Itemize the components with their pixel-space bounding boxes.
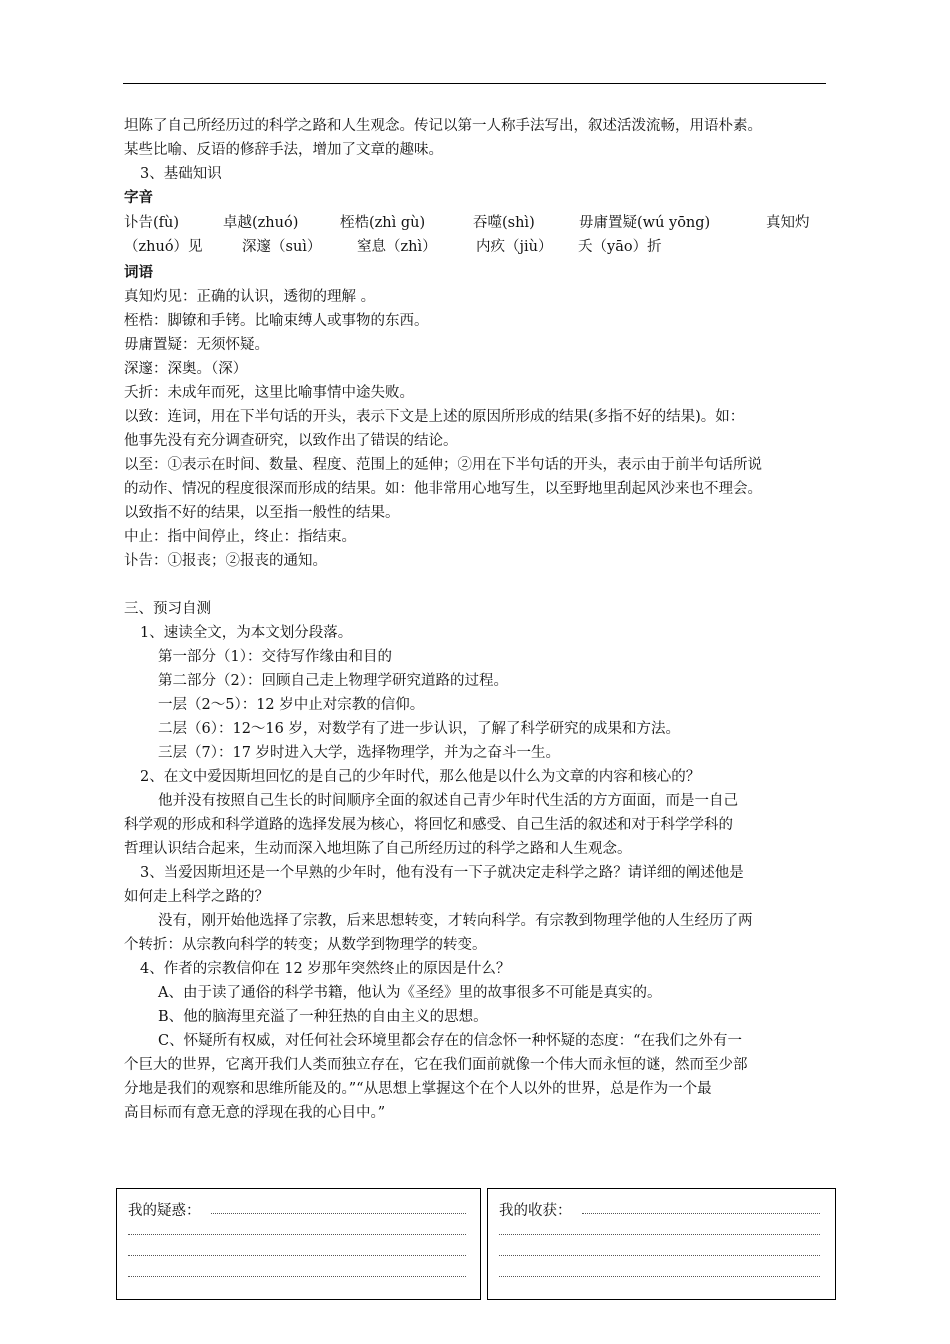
question: 4、作者的宗教信仰在 12 岁那年突然终止的原因是什么？ bbox=[140, 961, 511, 977]
vocab-line: 深邃：深奥。（深） bbox=[124, 361, 248, 377]
question: 3、当爱因斯坦还是一个早熟的少年时，他有没有一下子就决定走科学之路？请详细的阐述他是 bbox=[140, 865, 744, 881]
zi-yin-heading: 字音 bbox=[124, 190, 153, 206]
answer-line: C、怀疑所有权威，对任何社会环境里都会存在的信念怀一种怀疑的态度：“在我们之外有一 bbox=[158, 1033, 743, 1049]
answer-line: 三层（7）：17 岁时进入大学，选择物理学，并为之奋斗一生。 bbox=[158, 745, 561, 761]
vocab-line: 他事先没有充分调查研究，以致作出了错误的结论。 bbox=[124, 433, 458, 449]
writing-line[interactable] bbox=[128, 1234, 466, 1235]
answer-line: 一层（2～5）：12 岁中止对宗教的信仰。 bbox=[158, 697, 425, 713]
pinyin-item: 夭（yāo）折 bbox=[578, 239, 662, 255]
question: 如何走上科学之路的？ bbox=[124, 889, 269, 905]
doubts-label: 我的疑惑： bbox=[128, 1203, 201, 1219]
answer-line: 第二部分（2）：回顾自己走上物理学研究道路的过程。 bbox=[158, 673, 508, 689]
vocab-line: 以致指不好的结果，以至指一般性的结果。 bbox=[124, 505, 400, 521]
writing-line[interactable] bbox=[211, 1213, 466, 1214]
answer-line: B、他的脑海里充溢了一种狂热的自由主义的思想。 bbox=[158, 1009, 488, 1025]
pinyin-item: 毋庸置疑(wú yōng) bbox=[579, 215, 711, 231]
paragraph-line: 某些比喻、反语的修辞手法，增加了文章的趣味。 bbox=[124, 142, 443, 158]
answer-line: 个巨大的世界，它离开我们人类而独立存在，它在我们面前就像一个伟大而永恒的谜，然而至少部 bbox=[124, 1057, 748, 1073]
pinyin-item: 窒息（zhì） bbox=[357, 239, 437, 255]
answer-line: 他并没有按照自己生长的时间顺序全面的叙述自己青少年时代生活的方方面面，而是一自己 bbox=[158, 793, 738, 809]
answer-line: 个转折：从宗教向科学的转变；从数学到物理学的转变。 bbox=[124, 937, 487, 953]
pinyin-item: 卓越(zhuó) bbox=[223, 215, 299, 231]
writing-line[interactable] bbox=[582, 1213, 820, 1214]
writing-line[interactable] bbox=[499, 1255, 820, 1256]
answer-line: 没有，刚开始他选择了宗教，后来思想转变，才转向科学。有宗教到物理学他的人生经历了两 bbox=[158, 913, 753, 929]
answer-line: 第一部分（1）：交待写作缘由和目的 bbox=[158, 649, 392, 665]
question: 2、在文中爱因斯坦回忆的是自己的少年时代，那么他是以什么为文章的内容和核心的？ bbox=[140, 769, 701, 785]
answer-line: 科学观的形成和科学道路的选择发展为核心，将回忆和感受、自己生活的叙述和对于科学学科的 bbox=[124, 817, 733, 833]
pinyin-item: 内疚（jiù） bbox=[476, 239, 553, 255]
section-heading: 3、基础知识 bbox=[140, 166, 222, 182]
section-heading: 三、预习自测 bbox=[124, 601, 211, 617]
vocab-line: 的动作、情况的程度很深而形成的结果。如：他非常用心地写生，以至野地里刮起风沙来也不理会。 bbox=[124, 481, 762, 497]
ci-yu-heading: 词语 bbox=[124, 265, 153, 281]
pinyin-item: 吞噬(shì) bbox=[473, 215, 535, 231]
vocab-line: 毋庸置疑：无须怀疑。 bbox=[124, 337, 269, 353]
answer-line: 高目标而有意无意的浮现在我的心目中。” bbox=[124, 1105, 386, 1121]
paragraph-line: 坦陈了自己所经历过的科学之路和人生观念。传记以第一人称手法写出，叙述活泼流畅，用语朴素。 bbox=[124, 118, 762, 134]
doubts-box[interactable] bbox=[116, 1188, 481, 1300]
pinyin-item: （zhuó）见 bbox=[124, 239, 203, 255]
writing-line[interactable] bbox=[499, 1276, 820, 1277]
header-rule bbox=[123, 83, 826, 84]
writing-line[interactable] bbox=[499, 1234, 820, 1235]
answer-line: 二层（6）：12～16 岁，对数学有了进一步认识，了解了科学研究的成果和方法。 bbox=[158, 721, 680, 737]
vocab-line: 以至：①表示在时间、数量、程度、范围上的延伸；②用在下半句话的开头，表示由于前半句话所说 bbox=[124, 457, 762, 473]
vocab-line: 真知灼见：正确的认识，透彻的理解 。 bbox=[124, 289, 376, 305]
pinyin-item: 桎梏(zhì gù) bbox=[340, 215, 426, 231]
pinyin-item: 讣告(fù) bbox=[124, 215, 180, 231]
writing-line[interactable] bbox=[128, 1255, 466, 1256]
vocab-line: 桎梏：脚镣和手铐。比喻束缚人或事物的东西。 bbox=[124, 313, 429, 329]
question: 1、速读全文，为本文划分段落。 bbox=[140, 625, 353, 641]
vocab-line: 中止：指中间停止，终止：指结束。 bbox=[124, 529, 356, 545]
vocab-line: 讣告：①报丧；②报丧的通知。 bbox=[124, 553, 327, 569]
pinyin-item: 真知灼 bbox=[766, 215, 810, 231]
vocab-line: 以致：连词，用在下半句话的开头，表示下文是上述的原因所形成的结果(多指不好的结果)。如： bbox=[124, 409, 745, 425]
answer-line: 哲理认识结合起来，生动而深入地坦陈了自己所经历过的科学之路和人生观念。 bbox=[124, 841, 632, 857]
vocab-line: 夭折：未成年而死，这里比喻事情中途失败。 bbox=[124, 385, 414, 401]
writing-line[interactable] bbox=[128, 1276, 466, 1277]
gains-label: 我的收获： bbox=[499, 1203, 572, 1219]
gains-box[interactable] bbox=[487, 1188, 836, 1300]
answer-line: A、由于读了通俗的科学书籍，他认为《圣经》里的故事很多不可能是真实的。 bbox=[158, 985, 662, 1001]
pinyin-item: 深邃（suì） bbox=[242, 239, 322, 255]
answer-line: 分地是我们的观察和思维所能及的。”“从思想上掌握这个在个人以外的世界，总是作为一个最 bbox=[124, 1081, 712, 1097]
